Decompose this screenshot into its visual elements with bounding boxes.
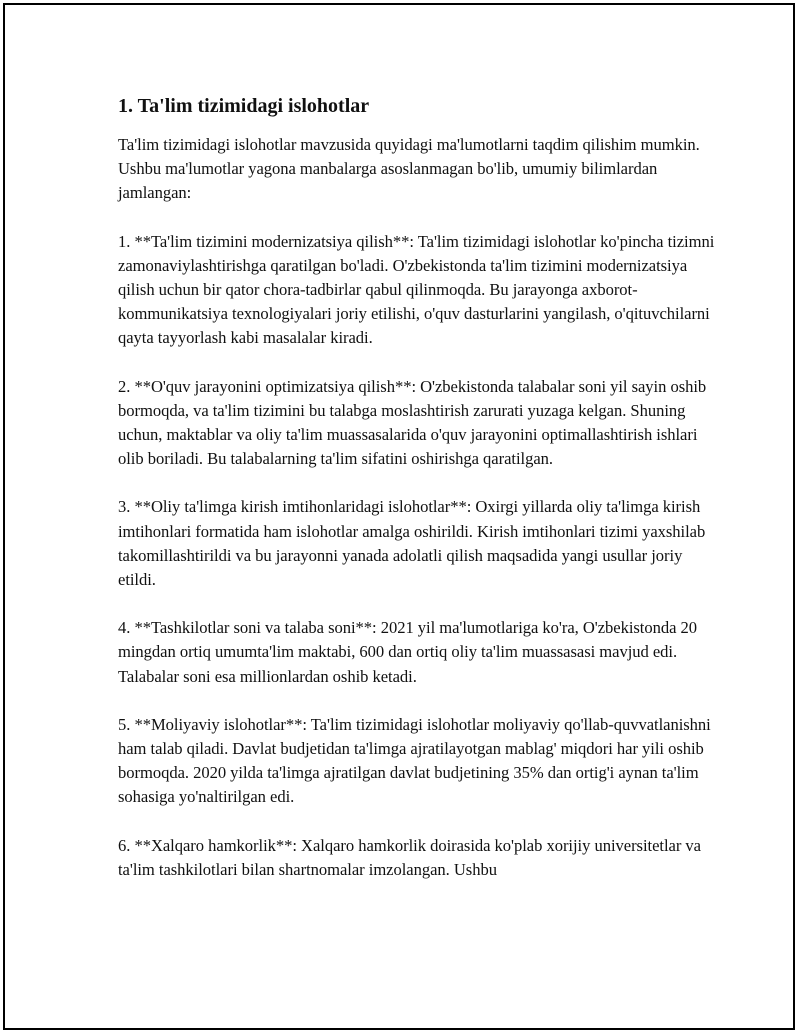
document-body	[118, 93, 718, 906]
point-3-paragraph: 3. **Oliy ta'limga kirish imtihonlaridagi islohotlar**: Oxirgi yillarda oliy ta'limga kirish imtihonlari formatida ham islohotlar amalga oshirildi. Kirish imtihonlari tizimi yaxshilab takomillashtirildi va bu jarayonni yanada adolatli qilish maqsadida yangi usullar joriy etildi.	[118, 497, 706, 590]
point-6-paragraph: 6. **Xalqaro hamkorlik**: Xalqaro hamkorlik doirasida ko'plab xorijiy universitetlar va ta'lim tashkilotlari bilan shartnomalar imzolangan. Ushbu	[118, 835, 701, 879]
section-heading: 1. Ta'lim tizimidagi islohotlar	[118, 95, 370, 117]
point-1-paragraph: 1. **Ta'lim tizimini modernizatsiya qilish**: Ta'lim tizimidagi islohotlar ko'pincha tizimni zamonaviylashtirishga qaratilgan bo'ladi. O'zbekistonda ta'lim tizimini modernizatsiya qilish uchun bir qator chora-tadbirlar qabul qilinmoqda. Bu jarayonga axborot-kommunikatsiya texnologiyalari joriy etilishi, o'quv dasturlarini yangilash, o'qituvchilarni qayta tayyorlash kabi masalalar kiradi.	[118, 231, 715, 348]
intro-paragraph: Ta'lim tizimidagi islohotlar mavzusida quyidagi ma'lumotlarni taqdim qilishim mumkin. Ushbu ma'lumotlar yagona manbalarga asoslanmagan bo'lib, umumiy bilimlardan jamlangan:	[118, 135, 700, 203]
point-5-paragraph: 5. **Moliyaviy islohotlar**: Ta'lim tizimidagi islohotlar moliyaviy qo'llab-quvvatlanishni ham talab qiladi. Davlat budjetidan ta'limga ajratilayotgan mablag' miqdori har yili oshib bormoqda. 2020 yilda ta'limga ajratilgan davlat budjetining 35% dan ortig'i aynan ta'lim sohasiga yo'naltirilgan edi.	[118, 714, 711, 807]
point-4-paragraph: 4. **Tashkilotlar soni va talaba soni**: 2021 yil ma'lumotlariga ko'ra, O'zbekistonda 20 mingdan ortiq umumta'lim maktabi, 600 dan ortiq oliy ta'lim muassasasi mavjud edi. Talabalar soni esa millionlardan oshib ketadi.	[118, 618, 698, 686]
point-2-paragraph: 2. **O'quv jarayonini optimizatsiya qilish**: O'zbekistonda talabalar soni yil sayin oshib bormoqda, va ta'lim tizimini bu talabga moslashtirish zarurati yuzaga kelgan. Shuning uchun, maktablar va oliy ta'lim muassasalarida o'quv jarayonini optimallashtirish ishlari olib boriladi. Bu talabalarning ta'lim sifatini oshirishga qaratilgan.	[118, 376, 707, 469]
